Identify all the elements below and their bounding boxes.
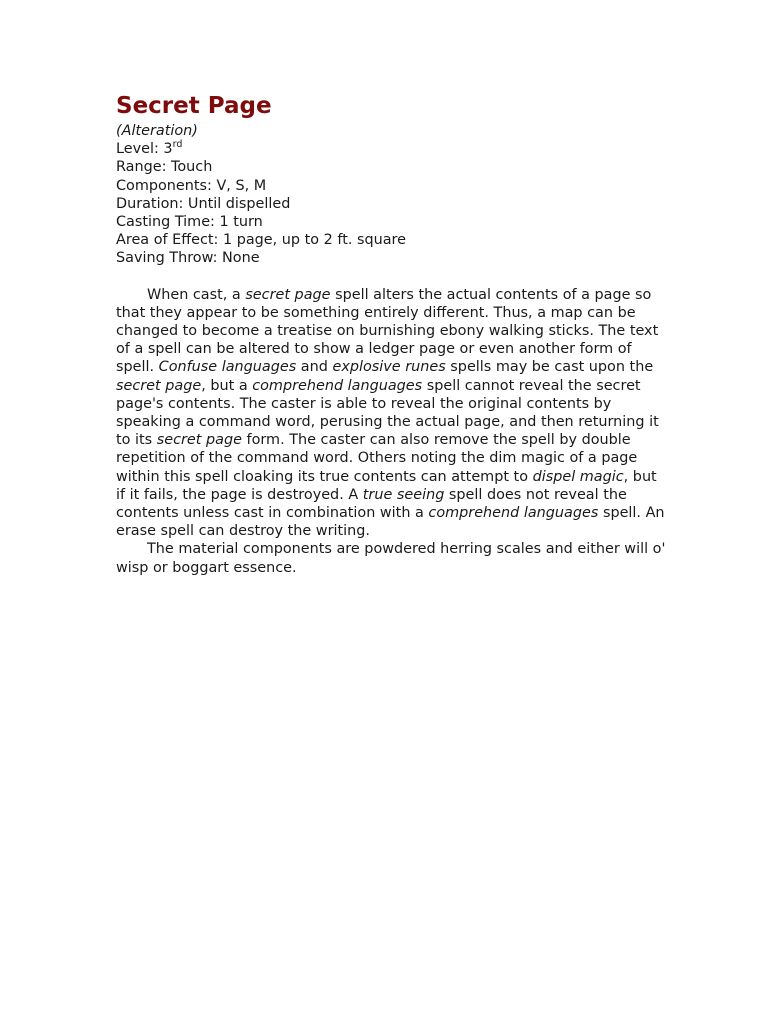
spell-school: (Alteration) xyxy=(116,123,198,139)
text-run: spell. An erase spell can destroy the writing. xyxy=(116,505,665,540)
text-run: and xyxy=(296,359,333,376)
spell-components: Components: V, S, M xyxy=(116,177,267,194)
spell-saving-throw: Saving Throw: None xyxy=(116,250,260,267)
spell-name-reference: secret page xyxy=(156,432,242,449)
spell-duration: Duration: Until dispelled xyxy=(116,195,291,212)
spell-name-reference: Confuse languages xyxy=(158,359,297,376)
spell-name-reference: secret page xyxy=(116,377,202,394)
spell-title: Secret Page xyxy=(116,93,272,119)
text-run: , but if it fails, the page is destroyed. A xyxy=(116,468,657,503)
spell-name-reference: comprehend languages xyxy=(428,505,599,522)
description-paragraph-1 xyxy=(116,286,668,541)
description-paragraph-2: The material components are powdered herring scales and either will o' wisp or boggart essence. xyxy=(116,541,666,576)
text-run: , but a xyxy=(201,377,253,394)
spell-name-reference: dispel magic xyxy=(532,468,624,485)
spell-name-reference: secret page xyxy=(245,286,331,303)
spell-range: Range: Touch xyxy=(116,159,213,176)
spell-area-of-effect: Area of Effect: 1 page, up to 2 ft. square xyxy=(116,232,407,249)
spell-level xyxy=(116,140,668,158)
text-run: spell does not reveal the contents unless cast in combination with a xyxy=(116,486,627,522)
text-run: spell cannot reveal the secret page's contents. The caster is able to reveal the original contents by speaking a command word, perusing the actual page, and then returning it to its xyxy=(116,377,659,449)
spell-description xyxy=(116,286,668,577)
text-run: spell alters the actual contents of a page so that they appear to be something entirely different. Thus, a map can be changed to become a treatise on burnishing ebony walking sticks. The text of a spell can be altered to show a ledger page or even another form of spell. xyxy=(116,286,659,376)
spell-name-reference: true seeing xyxy=(362,486,445,503)
spell-name-reference: explosive runes xyxy=(332,359,446,376)
spell-name-reference: comprehend languages xyxy=(252,377,423,394)
spell-level-ordinal: rd xyxy=(172,139,183,151)
spell-casting-time: Casting Time: 1 turn xyxy=(116,214,263,231)
text-run: spells may be cast upon the xyxy=(445,359,654,376)
text-run: When cast, a xyxy=(147,286,246,303)
text-run: form. The caster can also remove the spell by double repetition of the command word. Others noting the dim magic of a page within this spell cloaking its true contents can attempt to xyxy=(116,432,638,485)
spell-level-text: Level: 3 xyxy=(116,141,173,158)
spell-stat-block xyxy=(116,122,668,268)
